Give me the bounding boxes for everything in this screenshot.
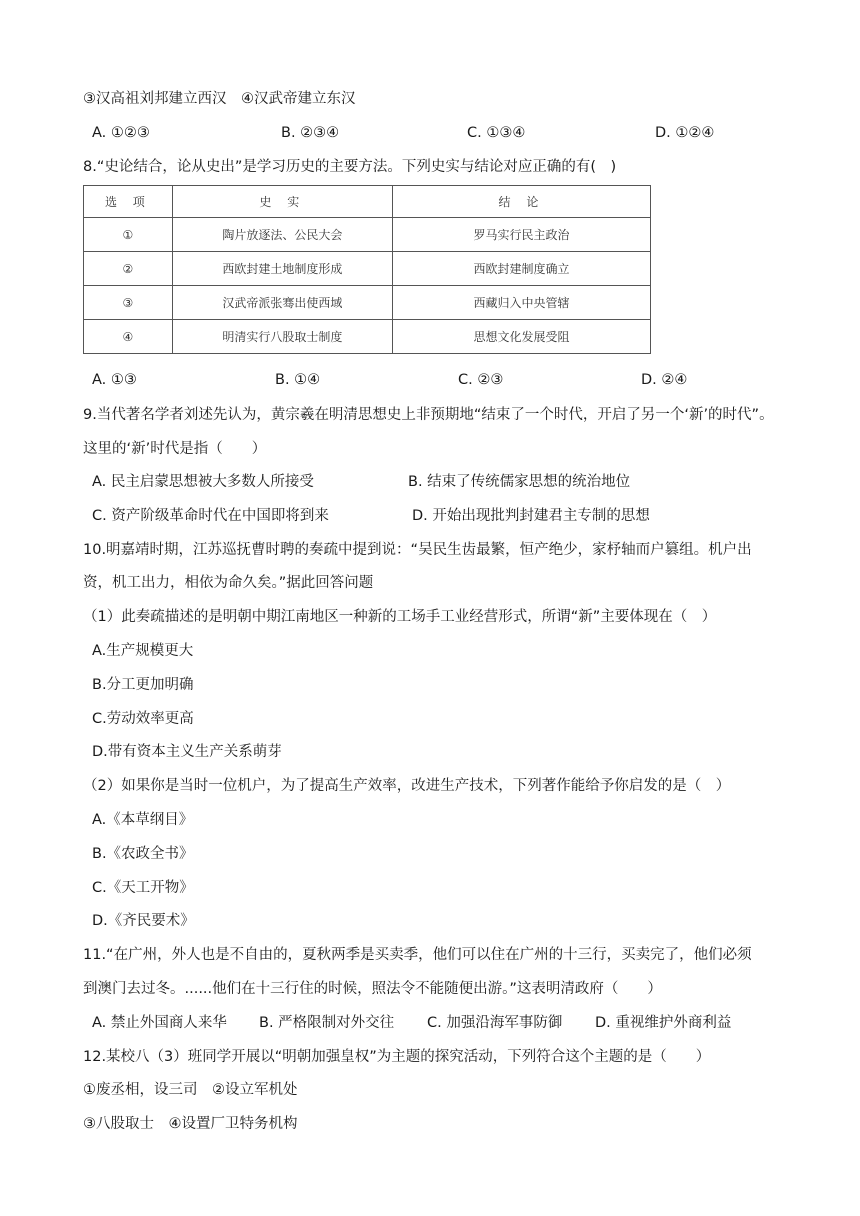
q10-sub2-option-d[interactable]: D.《齐民要术》 <box>92 913 195 929</box>
q8-stem: 8.“史论结合，论从史出”是学习历史的主要方法。下列史实与结论对应正确的有( ) <box>83 159 617 175</box>
q11-option-c[interactable]: C. 加强沿海军事防御 <box>427 1015 563 1031</box>
q7-option-d[interactable]: D. ①②④ <box>655 125 715 141</box>
q11-option-b[interactable]: B. 严格限制对外交往 <box>259 1015 395 1031</box>
q11-stem-line1: 11.“在广州，外人也是不自由的，夏秋两季是买卖季，他们可以住在广州的十三行，买卖完了，他们必须 <box>83 947 752 963</box>
q10-sub2-option-c[interactable]: C.《天工开物》 <box>92 880 194 896</box>
q9-option-c[interactable]: C. 资产阶级革命时代在中国即将到来 <box>92 508 329 524</box>
table-cell: 罗马实行民主政治 <box>392 218 650 252</box>
q10-stem-line1: 10.明嘉靖时期，江苏巡抚曹时聘的奏疏中提到说：“吴民生齿最繁，恒产绝少，家杼轴而户篡组。机户出 <box>83 542 752 558</box>
q9-option-b[interactable]: B. 结束了传统儒家思想的统治地位 <box>408 474 631 490</box>
q10-sub1-option-d[interactable]: D.带有资本主义生产关系萌芽 <box>92 744 282 760</box>
q7-option-c[interactable]: C. ①③④ <box>467 125 526 141</box>
table-row <box>84 218 651 252</box>
q7-items-line: ③汉高祖刘邦建立西汉 ④汉武帝建立东汉 <box>83 91 356 107</box>
q8-option-c[interactable]: C. ②③ <box>458 372 504 388</box>
q9-stem-line1: 9.当代著名学者刘述先认为，黄宗羲在明清思想史上非预期地“结束了一个时代，开启了另一个‘新’的时代”。 <box>83 407 774 423</box>
q7-option-b[interactable]: B. ②③④ <box>281 125 340 141</box>
q12-items-line1: ①废丞相，设三司 ②设立军机处 <box>83 1082 298 1098</box>
q10-sub1-option-b[interactable]: B.分工更加明确 <box>92 677 194 693</box>
q11-option-a[interactable]: A. 禁止外国商人来华 <box>92 1015 227 1031</box>
table-cell: 陶片放逐法、公民大会 <box>172 218 392 252</box>
table-cell: 西欧封建制度确立 <box>392 252 650 286</box>
table-row <box>84 320 651 354</box>
table-header-fact: 史 实 <box>172 186 392 218</box>
table-row <box>84 252 651 286</box>
q12-items-line2: ③八股取士 ④设置厂卫特务机构 <box>83 1116 298 1132</box>
q8-option-b[interactable]: B. ①④ <box>275 372 321 388</box>
q9-option-d[interactable]: D. 开始出现批判封建君主专制的思想 <box>412 508 650 524</box>
table-cell: ④ <box>84 320 173 354</box>
q11-option-d[interactable]: D. 重视维护外商利益 <box>595 1015 732 1031</box>
table-cell: 西欧封建土地制度形成 <box>172 252 392 286</box>
q10-sub2-option-b[interactable]: B.《农政全书》 <box>92 846 194 862</box>
q8-option-d[interactable]: D. ②④ <box>641 372 688 388</box>
q10-sub2-option-a[interactable]: A.《本草纲目》 <box>92 812 194 828</box>
q10-sub2-stem: （2）如果你是当时一位机户，为了提高生产效率，改进生产技术，下列著作能给予你启发的是（ ） <box>83 778 731 794</box>
q7-option-a[interactable]: A. ①②③ <box>92 125 150 141</box>
table-header-conclusion: 结 论 <box>392 186 650 218</box>
table-row <box>84 286 651 320</box>
q10-sub1-option-a[interactable]: A.生产规模更大 <box>92 643 194 659</box>
q8-facts-table <box>83 185 651 354</box>
table-cell: 西藏归入中央管辖 <box>392 286 650 320</box>
q10-sub1-stem: （1）此奏疏描述的是明朝中期江南地区一种新的工场手工业经营形式，所谓“新”主要体现在（ ） <box>83 609 717 625</box>
q12-stem: 12.某校八（3）班同学开展以“明朝加强皇权”为主题的探究活动，下列符合这个主题的是（ ） <box>83 1049 711 1065</box>
q9-option-a[interactable]: A. 民主启蒙思想被大多数人所接受 <box>92 474 314 490</box>
q11-stem-line2: 到澳门去过冬。......他们在十三行住的时候，照法令不能随便出游。”这表明清政府（ ） <box>83 981 662 997</box>
q10-sub1-option-c[interactable]: C.劳动效率更高 <box>92 711 194 727</box>
table-cell: ② <box>84 252 173 286</box>
table-cell: 思想文化发展受阻 <box>392 320 650 354</box>
table-header-option: 选 项 <box>84 186 173 218</box>
q8-option-a[interactable]: A. ①③ <box>92 372 137 388</box>
table-header-row <box>84 186 651 218</box>
q9-stem-line2: 这里的‘新’时代是指（ ） <box>83 441 267 457</box>
table-cell: 汉武帝派张骞出使西域 <box>172 286 392 320</box>
table-cell: ① <box>84 218 173 252</box>
table-cell: ③ <box>84 286 173 320</box>
table-cell: 明清实行八股取士制度 <box>172 320 392 354</box>
q10-stem-line2: 资，机工出力，相依为命久矣。”据此回答问题 <box>83 575 374 591</box>
